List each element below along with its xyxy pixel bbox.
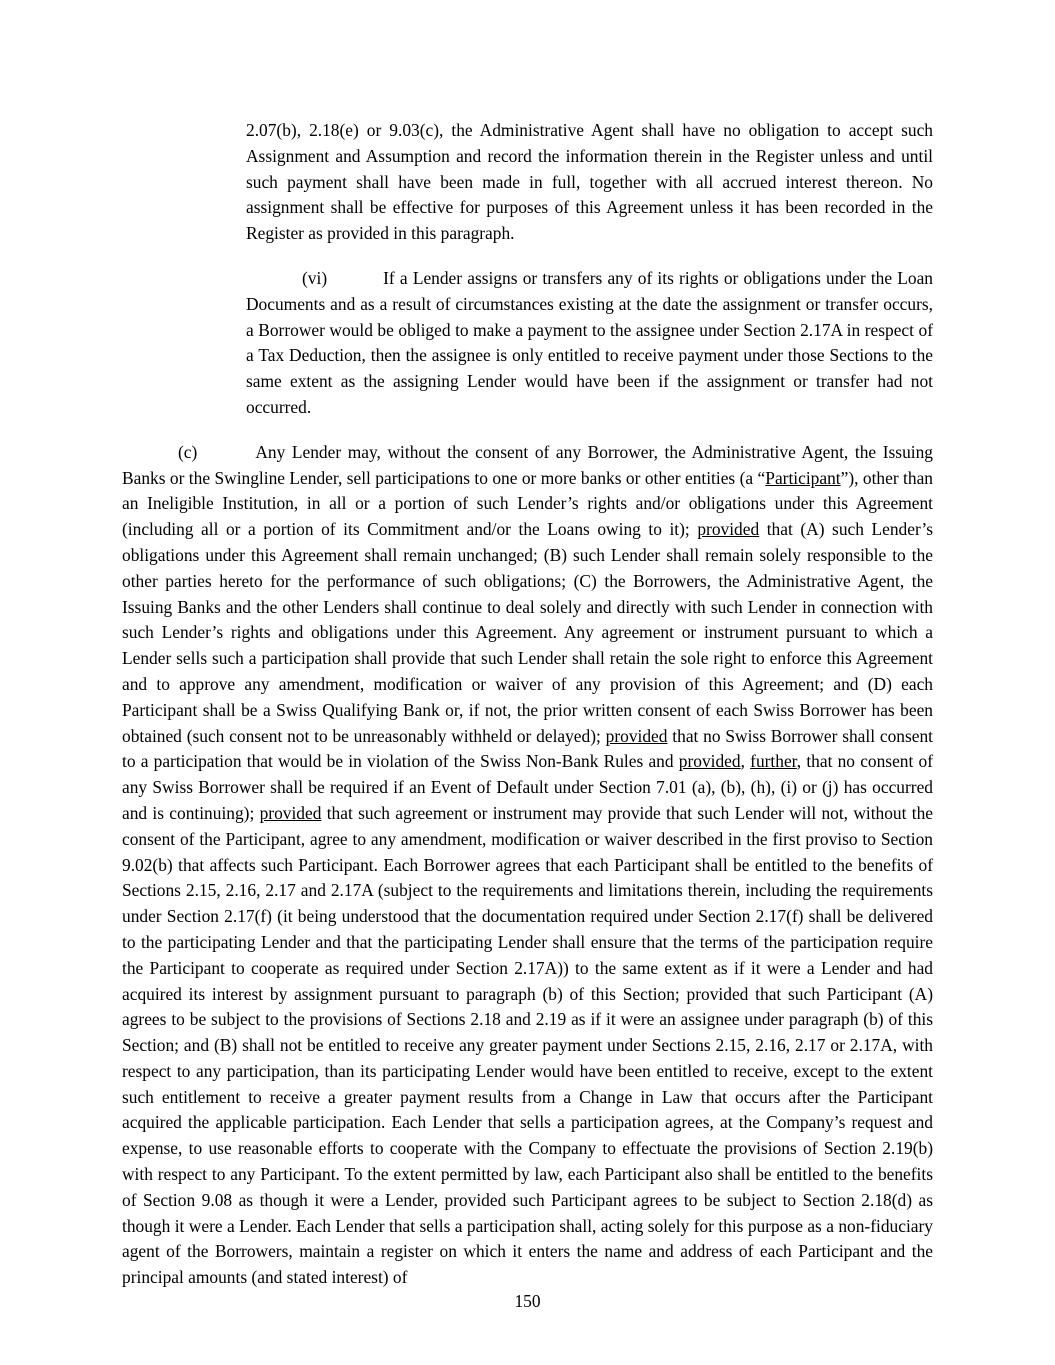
paragraph-clause-c — [122, 440, 933, 1291]
text-run: that no Swiss Borrower shall consent to a participation that would be in violation of the Swiss Non-Bank Rules and — [122, 725, 933, 772]
emphasis-underline: Participant — [765, 467, 841, 488]
emphasis-underline: provided — [697, 519, 760, 540]
clause-label-c: (c) — [178, 441, 198, 462]
text-run: , — [740, 751, 751, 772]
clause-vi-text: If a Lender assigns or transfers any of its rights or obligations under the Loan Documents and as a result of circumstances existing at the date the assignment or transfer occurs, a Borrower would be obliged to make a payment to the assignee under Section 2.17A in respect of a Tax Deduction, then the assignee is only entitled to receive payment under those Sections to the same extent as the assigning Lender would have been if the assignment or transfer had not occurred. — [246, 267, 933, 417]
text-run: that (A) such Lender’s obligations under this Agreement shall remain unchanged; (B) such Lender shall remain solely responsible to the other parties hereto for the performance of such obligations; (C) the Borrowers, the Administrative Agent, the Issuing Banks and the other Lenders shall continue to deal solely and directly with such Lender in connection with such Lender’s rights and obligations under this Agreement. Any agreement or instrument pursuant to which a Lender sells such a participation shall provide that such Lender shall retain the sole right to enforce this Agreement and to approve any amendment, modification or waiver of any provision of this Agreement; and (D) each Participant shall be a Swiss Qualifying Bank or, if not, the prior written consent of each Swiss Borrower has been obtained (such consent not to be unreasonably withheld or delayed); — [122, 519, 933, 746]
emphasis-underline: provided — [605, 725, 668, 746]
emphasis-underline: further — [750, 751, 797, 772]
text-run: Any Lender may, without the consent of any Borrower, the Administrative Agent, the Issuing Banks or the Swingline Lender, sell participations to one or more banks or other entities (a “ — [122, 441, 933, 488]
text-run: , that no consent of any Swiss Borrower shall be required if an Event of Default under Section 7.01 (a), (b), (h), (i) or (j) has occurred and is continuing); — [122, 751, 934, 823]
emphasis-underline: provided — [259, 802, 322, 823]
clause-c-text — [122, 442, 933, 1288]
paragraph-clause-vi — [246, 266, 933, 421]
clause-label-vi: (vi) — [302, 267, 328, 288]
paragraph-continuation: 2.07(b), 2.18(e) or 9.03(c), the Administrative Agent shall have no obligation to accept such Assignment and Assumption and record the information therein in the Register unless and until such payment shall have been made in full, together with all accrued interest thereon. No assignment shall be effective for purposes of this Agreement unless it has been recorded in the Register as provided in this paragraph. — [246, 120, 933, 244]
emphasis-underline: provided — [678, 751, 741, 772]
page-number: 150 — [514, 1291, 541, 1311]
text-run: ”), other than an Ineligible Institution, in all or a portion of such Lender’s rights and/or obligations under this Agreement (including all or a portion of its Commitment and/or the Loans owing to it); — [122, 467, 933, 540]
text-run: that such agreement or instrument may provide that such Lender will not, without the consent of the Participant, agree to any amendment, modification or waiver described in the first proviso to Section 9.02(b) that affects such Participant. Each Borrower agrees that each Participant shall be entitled to the benefits of Sections 2.15, 2.16, 2.17 and 2.17A (subject to the requirements and limitations therein, including the requirements under Section 2.17(f) (it being understood that the documentation required under Section 2.17(f) shall be delivered to the participating Lender and that the participating Lender shall ensure that the terms of the participation require the Participant to cooperate as required under Section 2.17A)) to the same extent as if it were a Lender and had acquired its interest by assignment pursuant to paragraph (b) of this Section; provided that such Participant (A) agrees to be subject to the provisions of Sections 2.18 and 2.19 as if it were an assignee under paragraph (b) of this Section; and (B) shall not be entitled to receive any greater payment under Sections 2.15, 2.16, 2.17 or 2.17A, with respect to any participation, than its participating Lender would have been entitled to receive, except to the extent such entitlement to receive a greater payment results from a Change in Law that occurs after the Participant acquired the applicable participation. Each Lender that sells a participation agrees, at the Company’s request and expense, to use reasonable efforts to cooperate with the Company to effectuate the provisions of Section 2.19(b) with respect to any Participant. To the extent permitted by law, each Participant also shall be entitled to the benefits of Section 9.08 as though it were a Lender, provided such Participant agrees to be subject to Section 2.18(d) as though it were a Lender. Each Lender that sells a participation shall, acting solely for this purpose as a non-fiduciary agent of the Borrowers, maintain a register on which it enters the name and address of each Participant and the principal amounts (and stated interest) of — [122, 802, 933, 1288]
